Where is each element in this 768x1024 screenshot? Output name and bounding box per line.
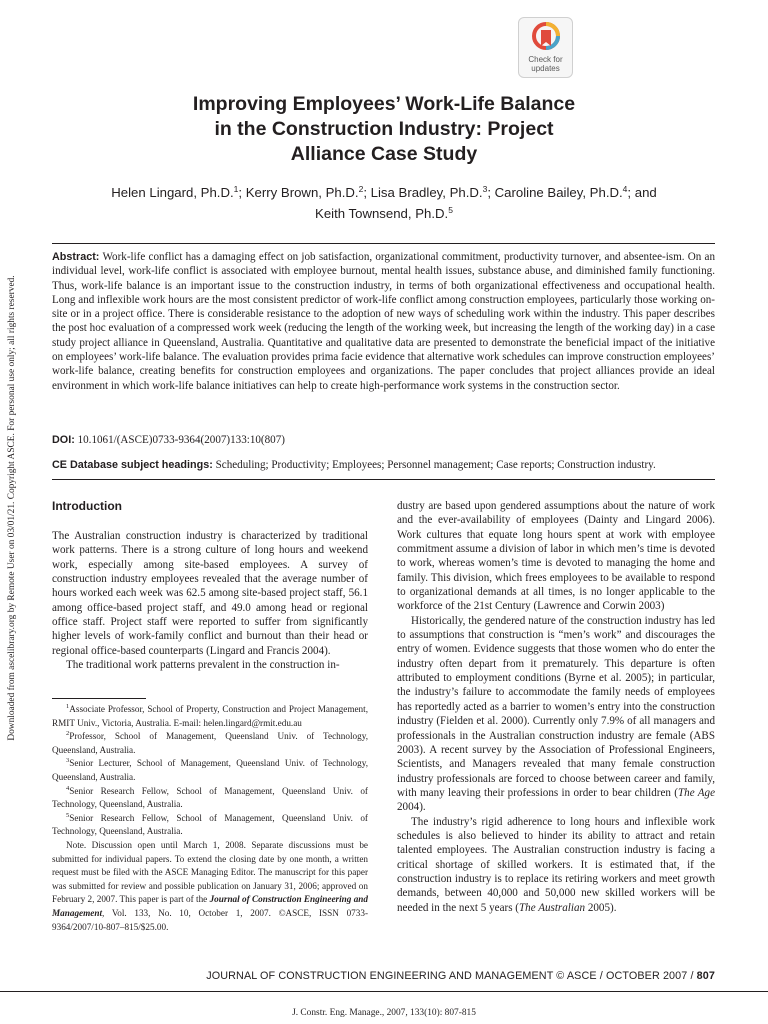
abstract-bottom-rule — [52, 479, 715, 480]
footnote-4 — [52, 785, 368, 812]
author-3-affil: 3 — [482, 184, 488, 194]
page-number: 807 — [696, 970, 715, 982]
author-1: Helen Lingard, Ph.D. — [111, 185, 234, 200]
doi-link[interactable]: 10.1061/(ASCE)0733-9364(2007)133:10(807) — [77, 434, 285, 446]
abstract-label: Abstract: — [52, 251, 100, 263]
intro-paragraph-1: The Australian construction industry is characterized by traditional work patterns. There is a strong culture of long hours and weekend work, especially among site-based employees. A survey of construction industry employees revealed that the average number of hours worked each week was 62.5 among site-based project staff, 56.1 among office-based project staff, and 49.0 among head or regional office staff. Project staff were reported to suffer from significantly higher levels of work-family conflict and burnout than their head or regional office-based counterparts (Lingard and Francis 2004). — [52, 530, 368, 657]
author-sep: ; — [487, 185, 495, 200]
ce-headings-value: Scheduling; Productivity; Employees; Personnel management; Case reports; Construction industry. — [215, 459, 656, 471]
author-2: Kerry Brown, Ph.D. — [245, 185, 359, 200]
footnote-2 — [52, 730, 368, 757]
footnote-1 — [52, 703, 368, 730]
footnotes — [52, 703, 368, 934]
footnote-4-text: Senior Research Fellow, School of Management, Queensland Univ. of Technology, Queensland, Australia. — [52, 785, 368, 810]
author-3: Lisa Bradley, Ph.D. — [370, 185, 483, 200]
right-paragraph-2 — [397, 614, 715, 815]
left-column-body — [52, 529, 368, 672]
introduction-heading: Introduction — [52, 499, 122, 513]
citation-rule — [0, 991, 768, 992]
footnote-5-text: Senior Research Fellow, School of Management, Queensland Univ. of Technology, Queensland, Australia. — [52, 812, 368, 837]
article-title — [100, 92, 668, 167]
abstract-text: Work-life conflict has a damaging effect on job satisfaction, organizational commitment, productivity turnover, and absentee-ism. On an individual level, work-life conflict is associated with employee burnout, mental health issues, substance abuse, and diminished family functioning. Thus, work-life balance is an important issue to the construction industry, in terms of both organizational effectiveness and occupational health. Long and inflexible work hours are the most consistent predictor of work-life conflict among construction employees, particularly those working on-site or in a project office. There is considerable resistance to the adoption of new ways of scheduling work within the industry. This paper describes the post hoc evaluation of a compressed work week (reducing the length of the working week, but increasing the length of the working day) in a case study project alliance in Queensland, Australia. Quantitative and qualitative data are presented to demonstrate the beneficial impact of the initiative on employees’ work-life balance. The evaluation provides prima facie evidence that alternative work schedules can improve construction employees’ work-life balance, creating benefits for construction employees and organizations. The paper concludes that project alliances provide an ideal environment in which work-life balance initiatives can help to create high-performance work systems in the construction sector. — [52, 251, 715, 392]
footnote-3-mark: 3 — [66, 757, 70, 765]
footnote-2-text: Professor, School of Management, Queensland Univ. of Technology, Queensland, Australia. — [52, 731, 368, 755]
check-for-updates-line1: Check for — [528, 55, 563, 64]
footnote-rule — [52, 698, 146, 699]
author-2-affil: 2 — [358, 184, 364, 194]
author-line-1 — [80, 182, 688, 203]
note-text-b: , Vol. 133, No. 10, October 1, 2007. ©ASCE, ISSN 0733-9364/2007/10-807–815/$25.00. — [52, 907, 368, 932]
title-line-3: Alliance Case Study — [290, 143, 478, 165]
download-watermark — [6, 248, 18, 768]
check-for-updates-badge[interactable] — [518, 17, 573, 78]
check-for-updates-label — [519, 55, 572, 73]
author-line-2 — [80, 203, 688, 224]
author-sep: ; — [238, 185, 246, 200]
right-p2-source: The Age — [677, 786, 716, 799]
right-p2-text-b: 2004). — [397, 801, 426, 814]
footnote-1-mark: 1 — [66, 703, 70, 710]
journal-running-footer — [100, 969, 715, 983]
download-watermark-text: Downloaded from ascelibrary.org by Remote User on 03/01/21. Copyright ASCE. For personal use only; all rights reserved. — [7, 275, 17, 741]
title-line-1: Improving Employees’ Work-Life Balance — [192, 93, 576, 115]
footnote-3 — [52, 757, 368, 784]
discussion-note — [52, 839, 368, 934]
footnote-5-mark: 5 — [66, 811, 70, 819]
right-paragraph-1: dustry are based upon gendered assumptions about the nature of work and the ever-availability of employees (Dainty and Lingard 2006). Work cultures that equate long hours spent at work with employee commitment assume a division of labor in which men’s time is devoted to work, whereas women’s time is devoted to managing the home and family. This division, which frees employees to be available to respond to organizational demands at all times, is no longer applicable to the workforce of the 21st Century (Lawrence and Corwin 2003) — [397, 500, 715, 613]
title-line-2: in the Construction Industry: Project — [214, 118, 554, 140]
right-p3-source: The Australian — [518, 901, 586, 914]
author-and: ; and — [627, 185, 657, 200]
intro-paragraph-2: The traditional work patterns prevalent in the construction in- — [66, 659, 340, 672]
footnote-4-mark: 4 — [66, 784, 70, 792]
doi-label: DOI: — [52, 434, 75, 446]
author-1-affil: 1 — [233, 184, 239, 194]
author-5-affil: 5 — [448, 205, 453, 215]
footnote-3-text: Senior Lecturer, School of Management, Queensland Univ. of Technology, Queensland, Australia. — [52, 758, 368, 782]
footnote-1-text: Associate Professor, School of Property, Construction and Project Management, RMIT Univ., Victoria, Australia. E-mail: helen.lingard@rmit.edu.au — [52, 704, 368, 728]
right-column-body — [397, 499, 715, 915]
check-for-updates-line2: updates — [531, 64, 560, 73]
citation-line: J. Constr. Eng. Manage., 2007, 133(10): 807-815 — [292, 1008, 476, 1018]
right-paragraph-3 — [397, 815, 715, 915]
author-sep: ; — [363, 185, 371, 200]
footnote-2-mark: 2 — [66, 730, 70, 738]
abstract — [52, 250, 715, 393]
check-for-updates-icon — [532, 22, 560, 54]
author-list — [80, 182, 688, 224]
note-journal-name: Journal of Construction Engineering and Management — [52, 894, 368, 918]
journal-footer-text: JOURNAL OF CONSTRUCTION ENGINEERING AND MANAGEMENT © ASCE / OCTOBER 2007 / — [206, 970, 697, 982]
right-p2-text-a: Historically, the gendered nature of the construction industry has led to assumptions that construction is “men’s work” and discourages the entry of women. Evidence suggests that those women who do enter the industry often depart from it prematurely. This departure is often attributed to employment conditions (Byrne et al. 2005); in particular, the industry’s failure to accommodate the family needs of employees has reportedly acted as a barrier to women’s entry into the construction industry (Fielden et al. 2000). Currently only 7.9% of all managers and professionals in the Australian construction industry are female (ABS 2003). A recent survey by the Association of Professional Engineers, Scientists, and Managers revealed that many female construction industry professionals are forced to choose between career and family, with many leaving their professions in order to bear children ( — [397, 614, 715, 799]
right-p3-text-b: 2005). — [585, 901, 617, 914]
abstract-top-rule — [52, 243, 715, 244]
ce-headings-label: CE Database subject headings: — [52, 459, 213, 471]
right-p3-text-a: The industry’s rigid adherence to long hours and inflexible work schedules is also believed to hinder its ability to attract and retain talented employees. The Australian construction industry is facing a critical shortage of skilled workers. It is estimated that, if the construction industry is to replace its retiring workers and meet growth demands, between 40,000 and 50,000 new skilled workers will be needed in the next 5 years ( — [397, 815, 715, 914]
footnote-5 — [52, 812, 368, 839]
doi — [52, 433, 715, 447]
note-text-a: Note. Discussion open until March 1, 2008. Separate discussions must be submitted for individual papers. To extend the closing date by one month, a written request must be filed with the ASCE Managing Editor. The manuscript for this paper was submitted for review and possible publication on January 31, 2006; approved on February 2, 2007. This paper is part of the — [52, 839, 368, 905]
author-5: Keith Townsend, Ph.D. — [315, 206, 449, 221]
author-4-affil: 4 — [622, 184, 628, 194]
ce-subject-headings — [52, 458, 715, 472]
author-4: Caroline Bailey, Ph.D. — [494, 185, 623, 200]
